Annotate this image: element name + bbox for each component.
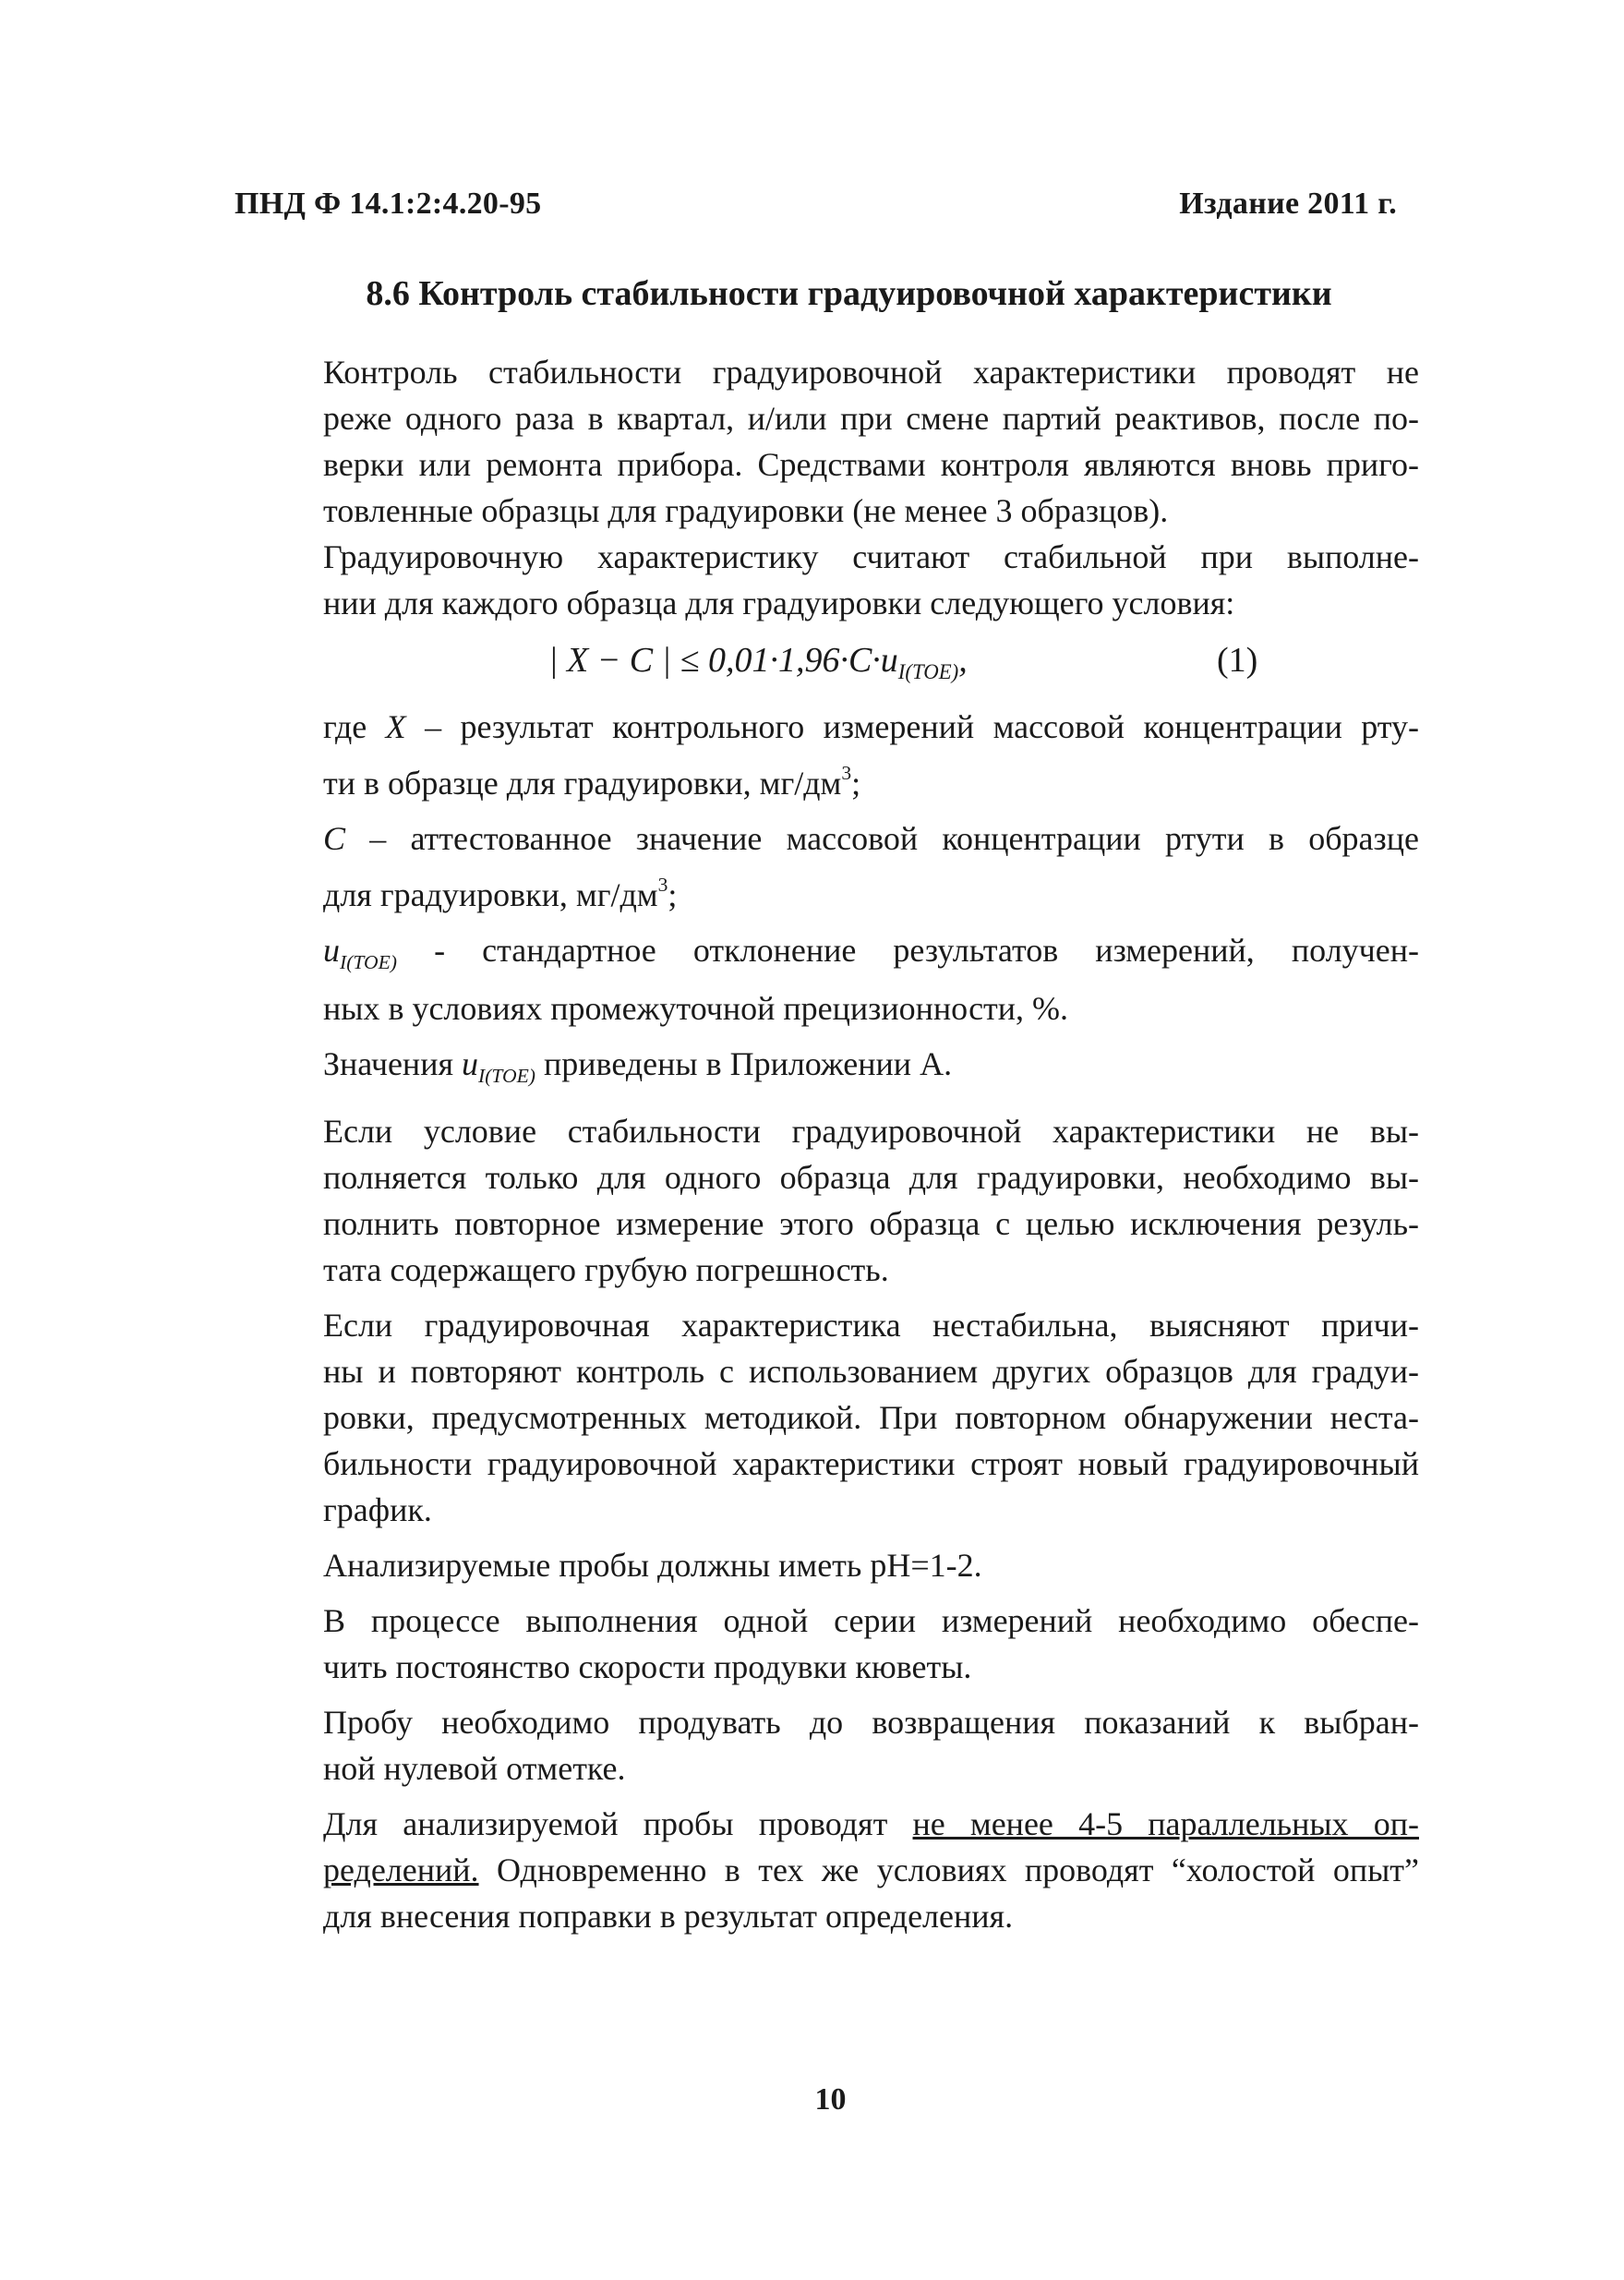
text-line: товленные образцы для градуировки (не менее 3 образцов).: [323, 492, 1169, 529]
paragraph-parallel-determinations: [235, 1801, 1419, 1939]
subscript: I(TOE): [340, 951, 397, 973]
symbol-x: X: [385, 708, 406, 745]
page-number: 10: [814, 2082, 847, 2117]
text-line: тата содержащего грубую погрешность.: [323, 1251, 889, 1288]
text-fragment: Одновременно в тех же условиях проводят “холостой опыт”: [478, 1852, 1419, 1888]
text-line: [235, 1847, 1419, 1893]
text-line: [235, 1801, 1419, 1847]
text-line: Контроль стабильности градуировочной характеристики проводят не: [323, 354, 1419, 391]
text-line: реже одного раза в квартал, и/или при смене партий реактивов, после по-: [323, 400, 1419, 437]
symbol-u: u: [462, 1045, 479, 1082]
text-line: график.: [323, 1491, 432, 1528]
paragraph-unstable-calibration: [235, 1302, 1419, 1533]
formula-tail: ,: [958, 641, 968, 680]
text-line: полнить повторное измерение этого образца с целью исключения резуль-: [323, 1205, 1419, 1242]
formula-rhs: ≤ 0,01·1,96·C·u: [680, 641, 898, 680]
text-fragment: ;: [851, 765, 861, 802]
formula-lhs: | X − C |: [548, 641, 672, 680]
document-code: ПНД Ф 14.1:2:4.20-95: [235, 187, 542, 221]
text-fragment: - стандартное отклонение результатов измерений, получен-: [396, 932, 1419, 969]
text-line: ровки, предусмотренных методикой. При повторном обнаружении неста-: [323, 1399, 1419, 1436]
text-fragment: – результат контрольного измерений массовой концентрации рту-: [405, 708, 1419, 745]
paragraph-values-reference: [235, 1041, 1419, 1099]
text-line: Если условие стабильности градуировочной характеристики не вы-: [323, 1113, 1419, 1150]
text-line: [235, 750, 1419, 806]
text-fragment: – аттестованное значение массовой концентрации ртути в образце: [345, 820, 1419, 857]
text-line: [235, 862, 1419, 918]
text-line: Если градуировочная характеристика нестабильна, выясняют причи-: [323, 1307, 1419, 1344]
section-title: 8.6 Контроль стабильности градуировочной характеристики: [366, 274, 1332, 313]
symbol-u: u: [323, 932, 340, 969]
text-line: полняется только для одного образца для градуировки, необходимо вы-: [323, 1159, 1419, 1196]
text-line: [235, 815, 1419, 862]
edition-label: Издание 2011 г.: [1179, 187, 1397, 221]
formula-subscript: I(TOE): [897, 660, 959, 683]
text-line: Пробу необходимо продувать до возвращения показаний к выбран-: [323, 1704, 1419, 1741]
definition-u: [235, 927, 1419, 1031]
paragraph-purge-rate: [235, 1598, 1419, 1690]
text-fragment: для градуировки, мг/дм: [323, 876, 658, 913]
text-line: бильности градуировочной характеристики строят новый градуировочный: [323, 1445, 1419, 1482]
text-fragment: где: [323, 708, 386, 745]
definition-x: [235, 704, 1419, 806]
text-line: [235, 927, 1419, 985]
text-line: Анализируемые пробы должны иметь pH=1-2.: [323, 1547, 982, 1584]
underlined-text: не менее 4-5 параллельных оп-: [912, 1805, 1419, 1842]
superscript: 3: [841, 762, 852, 784]
formula-number: (1): [1217, 641, 1258, 680]
text-line: ных в условиях промежуточной прецизионности, %.: [323, 990, 1069, 1027]
text-fragment: ;: [668, 876, 678, 913]
definition-c: [235, 815, 1419, 918]
text-fragment: ти в образце для градуировки, мг/дм: [323, 765, 842, 802]
text-line: чить постоянство скорости продувки кюветы.: [323, 1648, 972, 1685]
document-body: [235, 349, 1419, 1939]
text-line: В процессе выполнения одной серии измерений необходимо обеспе-: [323, 1602, 1419, 1639]
text-line: для внесения поправки в результат определения.: [323, 1898, 1014, 1935]
text-line: верки или ремонта прибора. Средствами контроля являются вновь приго-: [323, 446, 1419, 483]
text-fragment: Для анализируемой пробы проводят: [323, 1805, 913, 1842]
superscript: 3: [657, 874, 668, 896]
underlined-text: ределений.: [323, 1852, 479, 1888]
text-line: Градуировочную характеристику считают стабильной при выполне-: [323, 538, 1419, 575]
text-line: ной нулевой отметке.: [323, 1750, 626, 1787]
paragraph-purge-zero: [235, 1699, 1419, 1791]
subscript: I(TOE): [478, 1065, 535, 1087]
paragraph-calibration-control: [235, 349, 1419, 534]
text-fragment: приведены в Приложении А.: [535, 1045, 953, 1082]
paragraph-single-sample-failure: [235, 1108, 1419, 1293]
text-line: ны и повторяют контроль с использованием других образцов для градуи-: [323, 1353, 1419, 1390]
formula-expression: [548, 637, 968, 695]
text-line: нии для каждого образца для градуировки следующего условия:: [323, 585, 1235, 621]
formula-1: [235, 633, 1419, 694]
symbol-c: C: [323, 820, 346, 857]
text-line: [235, 704, 1419, 750]
paragraph-stability-condition: [235, 534, 1419, 626]
text-line: [235, 1041, 1419, 1099]
text-fragment: Значения: [323, 1045, 463, 1082]
paragraph-ph-requirement: [235, 1542, 1419, 1588]
